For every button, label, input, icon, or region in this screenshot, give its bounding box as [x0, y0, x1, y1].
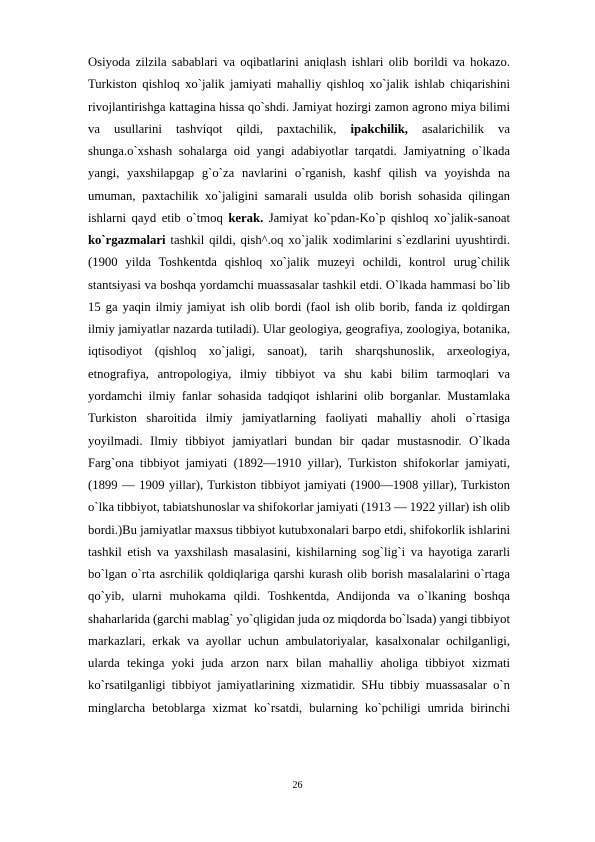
text-run: shaharlarida (garchi mablag` yo`qligidan juda oz miqdorda bo`lsada) yangi tibbiyot	[88, 611, 510, 626]
text-line	[88, 318, 510, 340]
bold-text-run: ipakchilik,	[350, 121, 408, 136]
text-line	[88, 474, 510, 496]
text-line	[88, 73, 510, 95]
text-run: shunga.o`xshash sohalarga oid yangi adabiyotlar tarqatdi. Jamiyatning o`lkada	[88, 144, 510, 159]
text-line	[88, 430, 510, 452]
text-line	[88, 140, 510, 162]
text-run: tashkil qildi, qish^.oq xo`jalik xodimlarini s`ezdlarini uyushtirdi.	[165, 233, 510, 248]
text-run: etnografiya, antropologiya, ilmiy tibbiyot va shu kabi bilim tarmoqlari va	[88, 366, 510, 381]
text-run: ishlarni qayd etib o`tmoq	[88, 210, 229, 225]
text-run: yangi, yaxshilapgap g`o`za navlarini o`rganish, kashf qilish va yoyishda na	[88, 166, 510, 181]
text-line	[88, 630, 510, 652]
text-run: stantsiyasi va boshqa yordamchi muassasalar tashkil etdi. O`lkada hammasi bo`lib	[88, 277, 510, 292]
page-number: 26	[292, 780, 303, 791]
text-run: tashkil etish va yaxshilash masalasini, kishilarning sog`lig`i va hayotiga zararli	[88, 544, 510, 559]
text-line	[88, 185, 510, 207]
bold-text-run: ko`rgazmalari	[88, 233, 166, 248]
text-run: ko`rsatilganligi tibbiyot jamiyatlarining xizmatidir. SHu tibbiy muassasalar o`n	[88, 678, 510, 693]
text-run: yordamchi ilmiy fanlar sohasida tadqiqot ishlarini olib borganlar. Mustamlaka	[88, 388, 510, 403]
text-line	[88, 385, 510, 407]
text-line	[88, 519, 510, 541]
text-run: va usullarini tashviqot qildi, paxtachilik,	[88, 121, 351, 136]
text-run: (1899 — 1909 yillar), Turkiston tibbiyot jamiyati (1900—1908 yillar), Turkiston	[88, 478, 510, 493]
text-run: bordi.)Bu jamiyatlar maxsus tibbiyot kutubxonalari barpo etdi, shifokorlik ishlarini	[88, 522, 510, 537]
text-run: minglarcha betoblarga xizmat ko`rsatdi, bularning ko`pchiligi umrida birinchi	[88, 700, 510, 715]
text-line	[88, 452, 510, 474]
text-run: o`lka tibbiyot, tabiatshunoslar va shifokorlar jamiyati (1913 — 1922 yillar) ish olib	[88, 500, 510, 515]
text-run: Turkiston qishloq xo`jalik jamiyati mahalliy qishloq xo`jalik ishlab chiqarishini	[88, 77, 510, 92]
text-line	[88, 118, 510, 140]
text-line	[88, 162, 510, 184]
body-paragraph	[88, 51, 510, 719]
text-line	[88, 363, 510, 385]
text-line	[88, 274, 510, 296]
text-run: Turkiston sharoitida ilmiy jamiyatlarning faoliyati mahalliy aholi o`rtasiga	[88, 411, 510, 426]
text-line	[88, 585, 510, 607]
bold-text-run: kerak.	[228, 210, 264, 225]
text-line	[88, 207, 510, 229]
text-line	[88, 96, 510, 118]
text-line	[88, 340, 510, 362]
text-line	[88, 697, 510, 719]
text-run: umuman, paxtachilik xo`jaligini samarali usulda olib borish sohasida qilingan	[88, 188, 510, 203]
text-run: rivojlantirishga kattagina hissa qo`shdi. Jamiyat hozirgi zamon agrono miya bilimi	[88, 99, 510, 114]
text-line	[88, 251, 510, 273]
text-line	[88, 674, 510, 696]
text-run: ilmiy jamiyatlar nazarda tutiladi). Ular geologiya, geografiya, zoologiya, botanika,	[88, 322, 510, 337]
text-line	[88, 608, 510, 630]
text-line	[88, 652, 510, 674]
text-line	[88, 229, 510, 251]
text-line	[88, 407, 510, 429]
text-run: Jamiyat ko`pdan-Ko`p qishloq xo`jalik-sanoat	[263, 210, 511, 225]
text-run: 15 ga yaqin ilmiy jamiyat ish olib bordi (faol ish olib borib, fanda iz qoldirgan	[88, 299, 510, 314]
text-run: iqtisodiyot (qishloq xo`jaligi, sanoat), tarih sharqshunoslik, arxeologiya,	[88, 344, 510, 359]
text-run: qo`yib, ularni muhokama qildi. Toshkentda, Andijonda va o`lkaning boshqa	[88, 589, 510, 604]
text-line	[88, 296, 510, 318]
text-run: Farg`ona tibbiyot jamiyati (1892—1910 yillar), Turkiston shifokorlar jamiyati,	[88, 455, 510, 470]
text-run: Osiyoda zilzila sabablari va oqibatlarini aniqlash ishlari olib borildi va hokazo.	[88, 55, 510, 69]
text-line	[88, 496, 510, 518]
text-line	[88, 541, 510, 563]
text-line	[88, 51, 510, 73]
text-run: ularda tekinga yoki juda arzon narx bilan mahalliy aholiga tibbiyot xizmati	[88, 656, 510, 671]
text-line	[88, 563, 510, 585]
text-run: markazlari, erkak va ayollar uchun ambulatoriyalar, kasalxonalar ochilganligi,	[88, 633, 510, 648]
text-run: bo`lgan o`rta asrchilik qoldiqlariga qarshi kurash olib borish masalalarini o`rtaga	[88, 567, 510, 582]
text-run: yoyilmadi. Ilmiy tibbiyot jamiyatlari bundan bir qadar mustasnodir. O`lkada	[88, 433, 510, 448]
text-run: asalarichilik va	[407, 121, 510, 136]
text-run: (1900 yilda Toshkentda qishloq xo`jalik muzeyi ochildi, kontrol urug`chilik	[88, 255, 510, 270]
